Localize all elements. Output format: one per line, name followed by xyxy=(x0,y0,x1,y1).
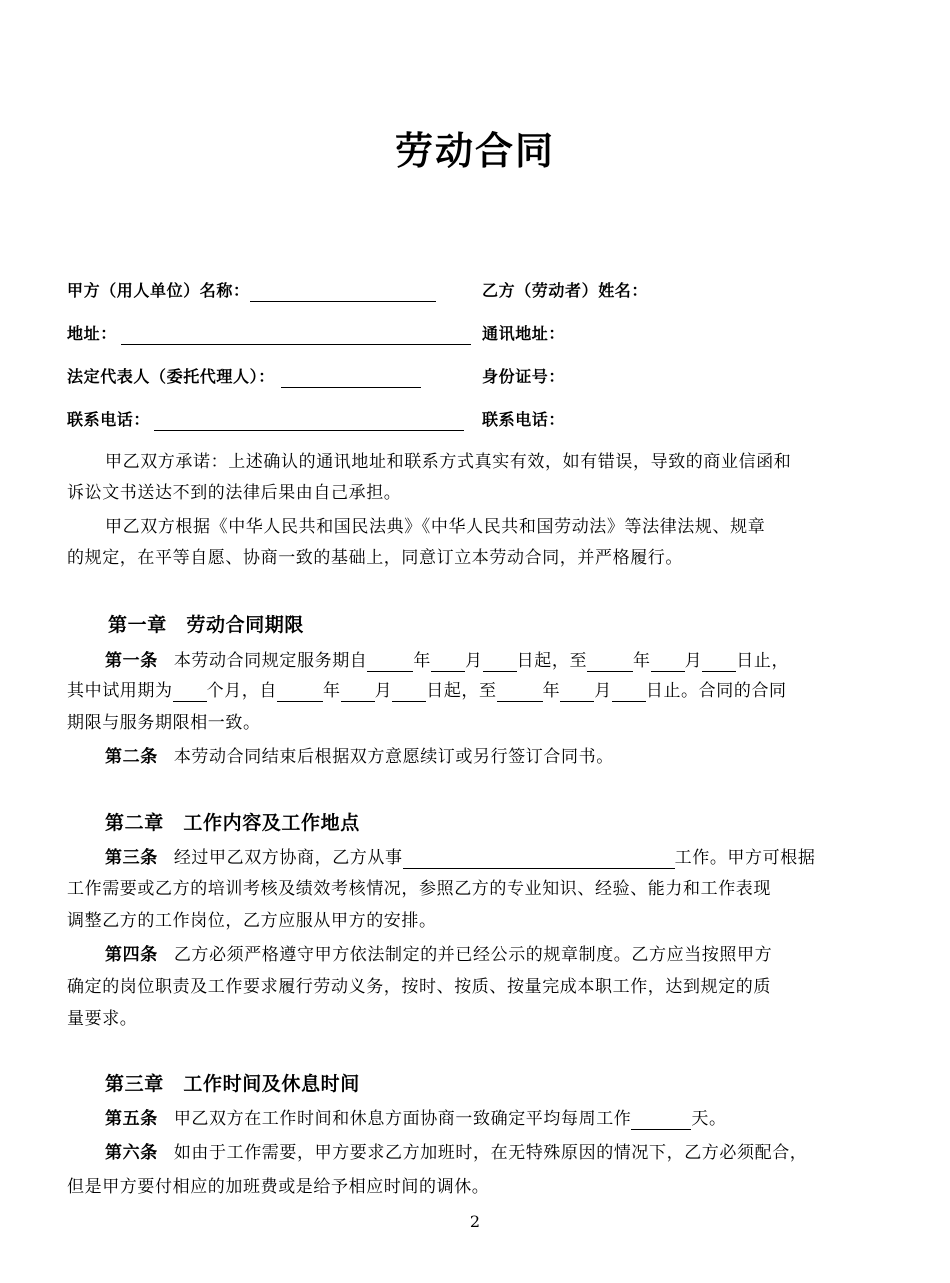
article-3-line1: 第三条 经过甲乙双方协商，乙方从事 工作。甲方可根据 xyxy=(105,848,816,868)
blank-field[interactable] xyxy=(367,653,413,672)
article-4-line1: 第四条 乙方必须严格遵守甲方依法制定的并已经公示的规章制度。乙方应当按照甲方 xyxy=(105,945,773,965)
blank-field[interactable] xyxy=(587,653,633,672)
party-a-name-label: 甲方（用人单位）名称： xyxy=(67,281,250,300)
party-a-name-row xyxy=(67,280,436,302)
article-5: 第五条 甲乙双方在工作时间和休息方面协商一致确定平均每周工作 天。 xyxy=(105,1109,727,1129)
blank-field[interactable] xyxy=(612,683,646,702)
blank-field[interactable] xyxy=(702,653,736,672)
intro-p2-line2: 的规定，在平等自愿、协商一致的基础上，同意订立本劳动合同，并严格履行。 xyxy=(67,548,683,568)
blank-field[interactable] xyxy=(431,653,465,672)
address-field[interactable] xyxy=(121,326,471,345)
blank-field[interactable] xyxy=(277,683,323,702)
blank-field[interactable] xyxy=(341,683,375,702)
address-row xyxy=(67,323,471,345)
page-number: 2 xyxy=(469,1212,481,1231)
legal-rep-label: 法定代表人（委托代理人）： xyxy=(67,367,275,386)
article-4-line3: 量要求。 xyxy=(67,1009,138,1029)
phone-a-row xyxy=(67,409,464,431)
chapter-1-title: 第一章 劳动合同期限 xyxy=(108,614,305,636)
id-number-label: 身份证号： xyxy=(482,367,566,386)
blank-field[interactable] xyxy=(497,683,543,702)
article-1-line3: 期限与服务期限相一致。 xyxy=(67,713,261,733)
party-b-name-label: 乙方（劳动者）姓名： xyxy=(482,281,649,300)
article-4-line2: 确定的岗位职责及工作要求履行劳动义务，按时、按质、按量完成本职工作，达到规定的质 xyxy=(67,977,771,997)
chapter-3-title: 第三章 工作时间及休息时间 xyxy=(105,1073,360,1095)
job-field[interactable] xyxy=(403,850,675,869)
intro-p2-line1: 甲乙双方根据《中华人民共和国民法典》《中华人民共和国劳动法》等法律法规、规章 xyxy=(105,517,766,537)
party-a-name-field[interactable] xyxy=(250,283,436,302)
article-6-line1: 第六条 如由于工作需要，甲方要求乙方加班时，在无特殊原因的情况下，乙方必须配合， xyxy=(105,1143,808,1163)
document-title: 劳动合同 xyxy=(394,129,555,173)
article-2: 第二条 本劳动合同结束后根据双方意愿续订或另行签订合同书。 xyxy=(105,747,614,767)
phone-a-field[interactable] xyxy=(154,412,464,431)
blank-field[interactable] xyxy=(560,683,594,702)
address-label: 地址： xyxy=(67,324,117,343)
legal-rep-field[interactable] xyxy=(281,369,421,388)
chapter-2-title: 第二章 工作内容及工作地点 xyxy=(105,812,360,834)
legal-rep-row xyxy=(67,366,421,388)
article-1-line1: 第一条 本劳动合同规定服务期自 年 月 日起，至 年 月 日止， xyxy=(105,651,790,671)
article-1-line2: 其中试用期为 个月，自 年 月 日起，至 年 月 日止。合同的合同 xyxy=(67,681,787,701)
article-3-label: 第三条 xyxy=(105,848,158,868)
intro-p1-line1: 甲乙双方承诺：上述确认的通讯地址和联系方式真实有效，如有错误，导致的商业信函和 xyxy=(105,452,792,472)
intro-p1-line2: 诉讼文书送达不到的法律后果由自己承担。 xyxy=(67,483,402,503)
article-6-line2: 但是甲方要付相应的加班费或是给予相应时间的调休。 xyxy=(67,1177,490,1197)
blank-field[interactable] xyxy=(173,683,207,702)
phone-a-label: 联系电话： xyxy=(67,410,151,429)
mail-address-label: 通讯地址： xyxy=(482,324,566,343)
article-3-line2: 工作需要或乙方的培训考核及绩效考核情况，参照乙方的专业知识、经验、能力和工作表现 xyxy=(67,879,771,899)
days-field[interactable] xyxy=(631,1111,691,1130)
article-2-label: 第二条 xyxy=(105,747,158,767)
article-5-label: 第五条 xyxy=(105,1109,158,1129)
article-3-line3: 调整乙方的工作岗位，乙方应服从甲方的安排。 xyxy=(67,911,437,931)
article-1-label: 第一条 xyxy=(105,651,158,671)
article-4-label: 第四条 xyxy=(105,945,158,965)
blank-field[interactable] xyxy=(651,653,685,672)
article-6-label: 第六条 xyxy=(105,1143,158,1163)
blank-field[interactable] xyxy=(483,653,517,672)
blank-field[interactable] xyxy=(392,683,426,702)
phone-b-label: 联系电话： xyxy=(482,410,566,429)
